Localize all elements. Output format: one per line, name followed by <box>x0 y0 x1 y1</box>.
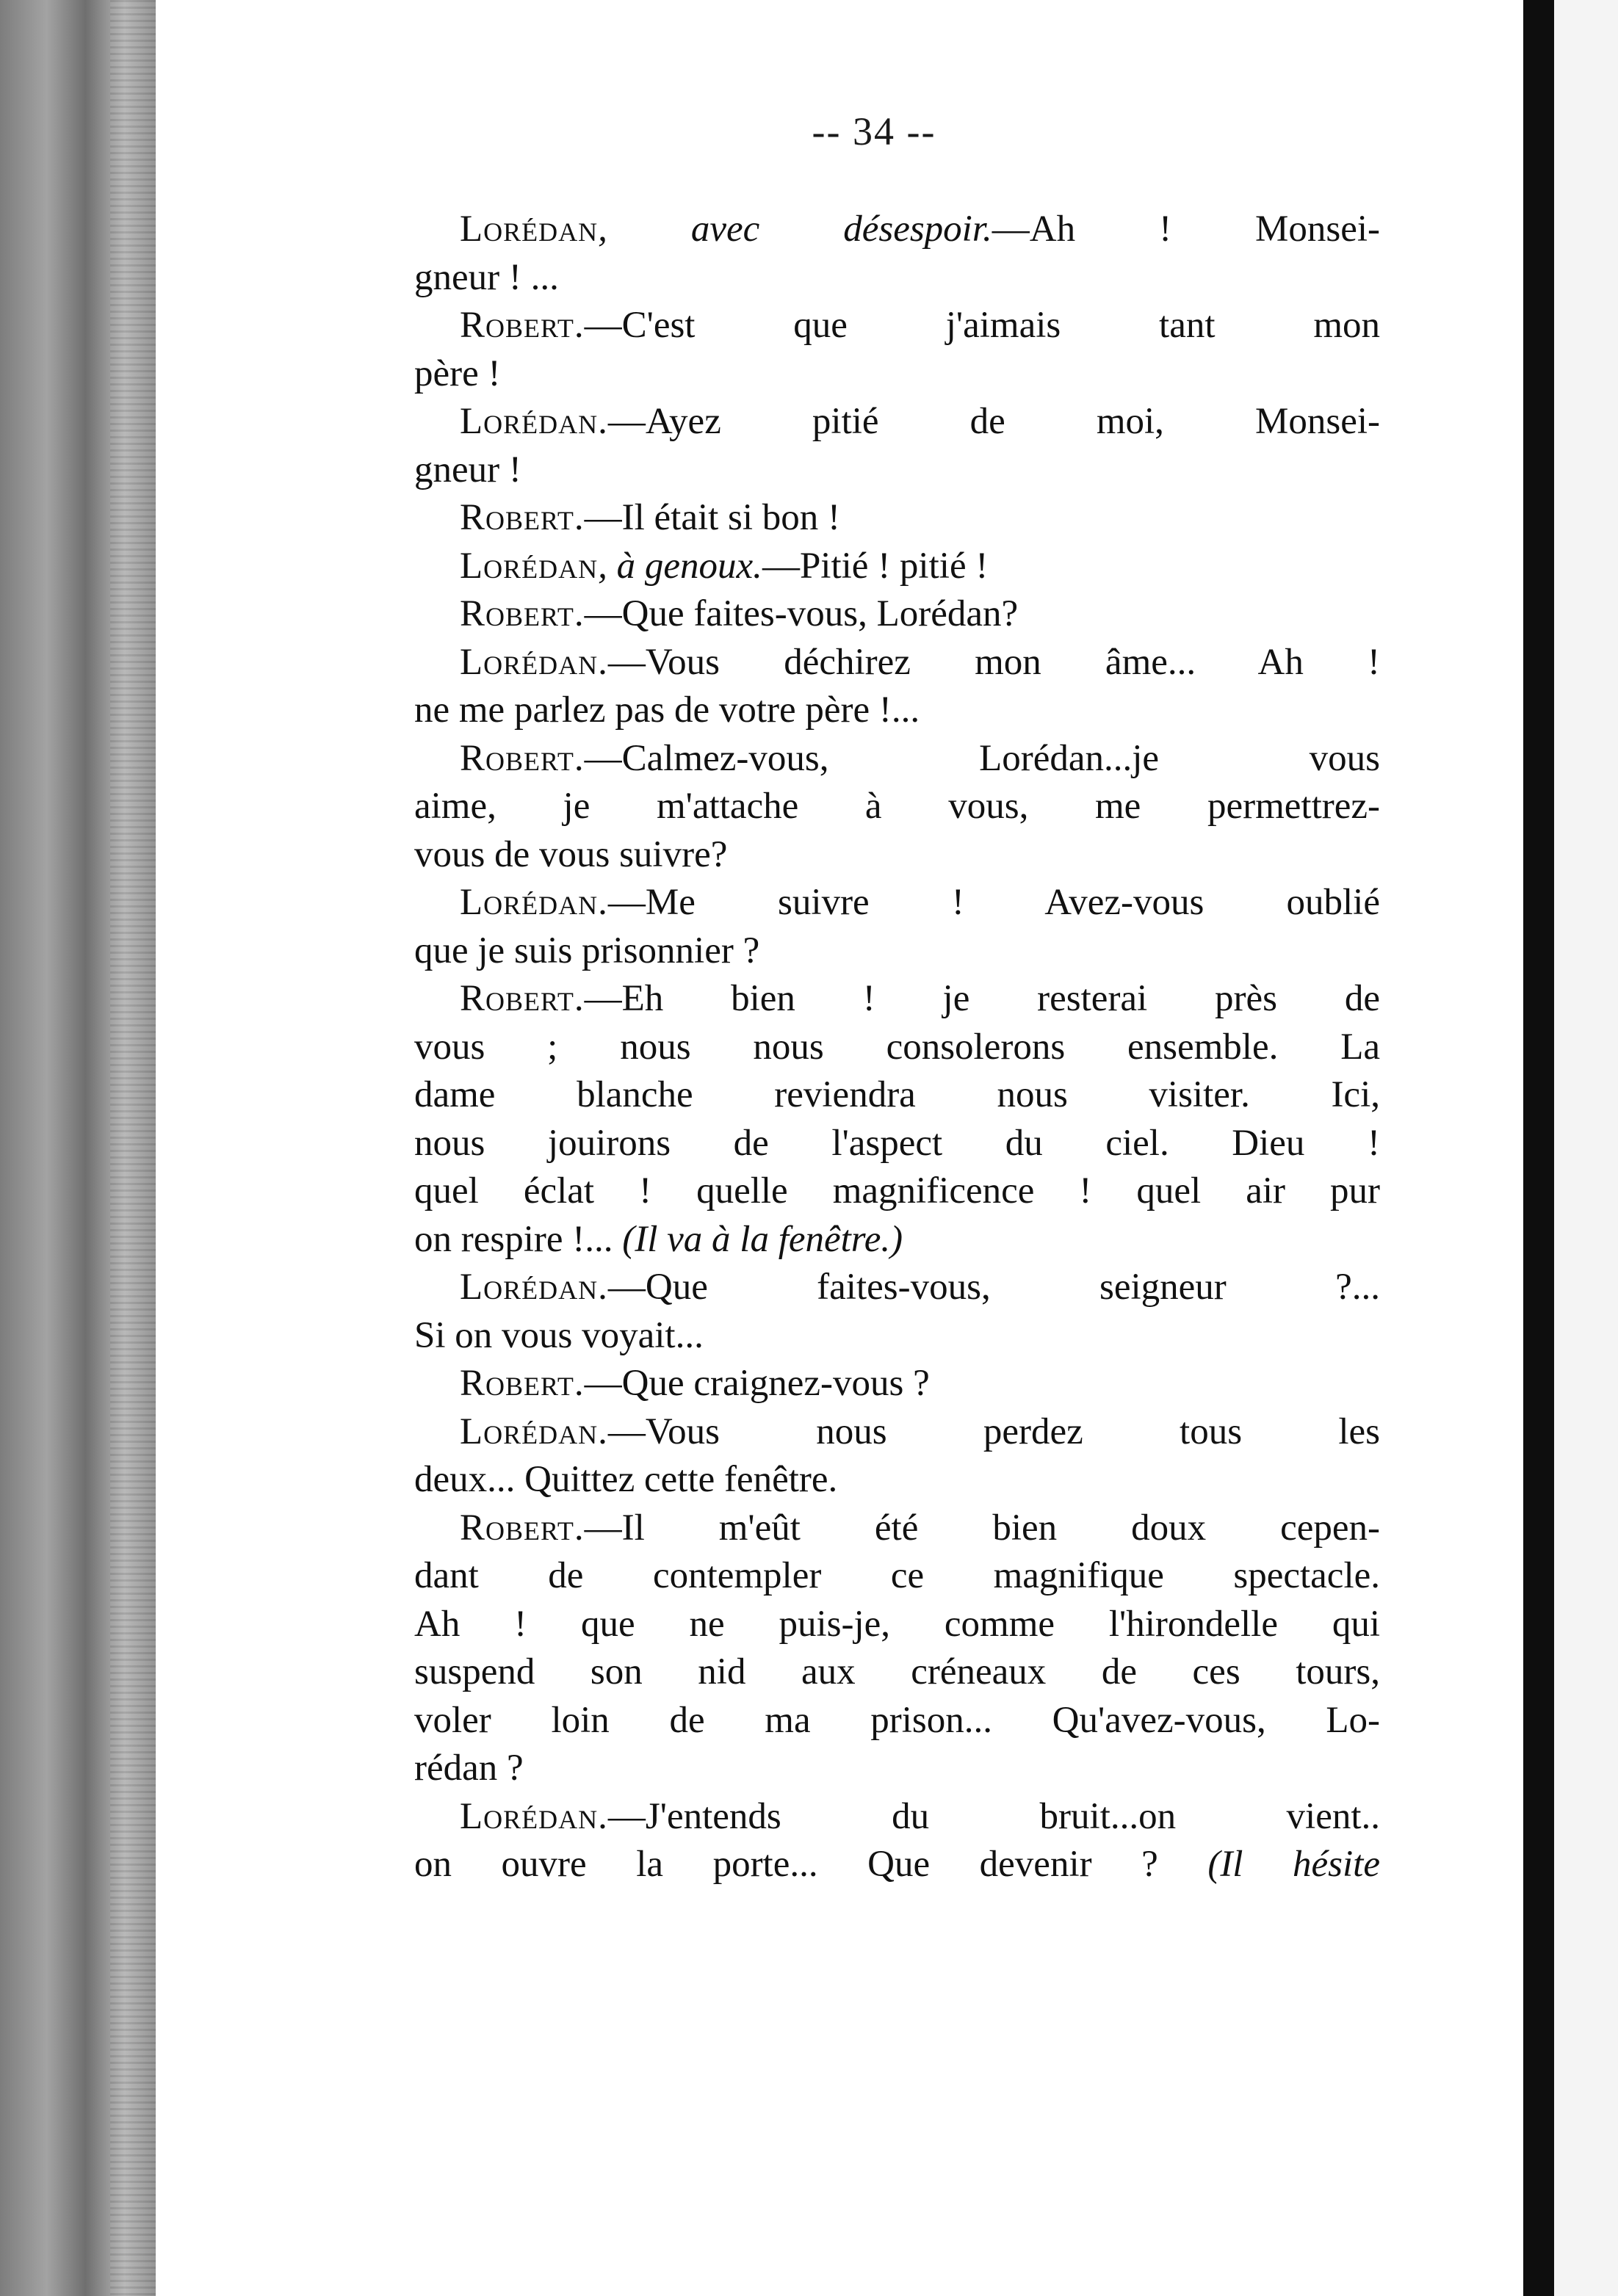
text-line <box>414 1552 1380 1601</box>
dialogue-text: dant de contempler ce magnifique spectacle. <box>414 1555 1380 1596</box>
dialogue-text: aime, je m'attache à vous, me permettrez- <box>414 786 1380 827</box>
text-line <box>414 1504 1380 1553</box>
dialogue-text: —Il m'eût été bien doux cepen- <box>584 1507 1380 1549</box>
text-line <box>414 494 1380 543</box>
text-line <box>414 590 1380 639</box>
text-line <box>414 254 1380 303</box>
speaker-name: Robert. <box>460 305 585 346</box>
page-number: -- 34 -- <box>812 109 936 153</box>
text-line <box>414 1216 1380 1264</box>
dialogue-text: —Ayez pitié de moi, Monsei- <box>607 401 1380 442</box>
speaker-name: Robert. <box>460 497 585 538</box>
text-line <box>414 1745 1380 1793</box>
text-line <box>414 1264 1380 1312</box>
dialogue-text: on ouvre la porte... Que devenir ? <box>414 1844 1208 1885</box>
text-line <box>414 1120 1380 1168</box>
page-binding-shadow <box>1523 0 1554 2296</box>
speaker-name: Lorédan. <box>460 882 608 923</box>
text-line <box>414 783 1380 831</box>
dialogue-text: voler loin de ma prison... Qu'avez-vous, Lo- <box>414 1699 1380 1741</box>
text-line <box>414 398 1380 446</box>
text-line <box>414 639 1380 687</box>
speaker-name: Robert. <box>460 737 585 779</box>
text-line <box>414 1697 1380 1745</box>
text-line <box>414 1648 1380 1697</box>
speaker-name: Robert. <box>460 1507 585 1549</box>
dialogue-text: gneur ! <box>414 449 521 490</box>
dialogue-text: —Pitié ! pitié ! <box>762 545 989 587</box>
text-line <box>414 1312 1380 1361</box>
dialogue-text: —Me suivre ! Avez-vous oublié <box>607 882 1380 923</box>
dialogue-text: vous ; nous nous consolerons ensemble. La <box>414 1026 1380 1068</box>
text-line <box>414 1456 1380 1504</box>
dialogue-text: père ! <box>414 352 501 394</box>
dialogue-text: —Que craignez-vous ? <box>584 1363 930 1404</box>
text-line <box>414 1793 1380 1841</box>
dialogue-text: ne me parlez pas de votre père !... <box>414 689 920 731</box>
dialogue-text: quel éclat ! quelle magnificence ! quel air pur <box>414 1170 1380 1212</box>
stage-direction: , à genoux. <box>598 545 762 587</box>
text-line <box>414 687 1380 735</box>
dialogue-text: —Vous nous perdez tous les <box>607 1410 1380 1452</box>
speaker-name: Lorédan. <box>460 1795 608 1837</box>
dialogue-text: on respire !... <box>414 1218 623 1260</box>
dialogue-text: —Calmez-vous, Lorédan...je vous <box>584 737 1380 779</box>
dialogue-text: dame blanche reviendra nous visiter. Ici, <box>414 1074 1380 1115</box>
speaker-name: Lorédan. <box>460 1267 608 1308</box>
dialogue-text: que je suis prisonnier ? <box>414 930 760 971</box>
text-line <box>414 1024 1380 1072</box>
dialogue-text: Si on vous voyait... <box>414 1314 704 1356</box>
dialogue-text: —C'est que j'aimais tant mon <box>584 305 1380 346</box>
dialogue-text: vous de vous suivre? <box>414 833 728 875</box>
text-line <box>414 1408 1380 1457</box>
dialogue-text: suspend son nid aux créneaux de ces tours, <box>414 1651 1380 1692</box>
dialogue-text: —Vous déchirez mon âme... Ah ! <box>607 641 1380 683</box>
stage-direction: (Il va à la fenêtre.) <box>622 1218 903 1260</box>
scan-left-edge <box>0 0 156 2296</box>
speaker-name: Robert. <box>460 593 585 634</box>
text-line <box>414 879 1380 927</box>
stage-direction: , avec désespoir. <box>598 209 992 250</box>
text-line <box>414 1360 1380 1408</box>
text-line <box>414 543 1380 591</box>
dialogue-text: gneur ! ... <box>414 256 559 298</box>
speaker-name: Lorédan. <box>460 641 608 683</box>
speaker-name: Lorédan. <box>460 401 608 442</box>
dialogue-text: —J'entends du bruit...on vient.. <box>607 1795 1380 1837</box>
dialogue-text: nous jouirons de l'aspect du ciel. Dieu ! <box>414 1122 1380 1164</box>
speaker-name: Lorédan <box>460 209 599 250</box>
text-line <box>414 302 1380 350</box>
text-line <box>414 1167 1380 1216</box>
dialogue-text: —Eh bien ! je resterai près de <box>584 978 1380 1019</box>
text-line <box>414 1841 1380 1889</box>
dialogue-text: —Ah ! Monsei- <box>992 209 1380 250</box>
stage-direction: (Il hésite <box>1207 1844 1380 1885</box>
speaker-name: Lorédan. <box>460 1410 608 1452</box>
speaker-name: Robert. <box>460 1363 585 1404</box>
text-line <box>414 975 1380 1024</box>
text-line <box>414 1601 1380 1649</box>
text-line <box>414 735 1380 783</box>
text-line <box>414 446 1380 495</box>
text-line <box>414 206 1380 254</box>
play-text <box>414 206 1380 1889</box>
dialogue-text: —Que faites-vous, seigneur ?... <box>607 1267 1380 1308</box>
text-line <box>414 831 1380 880</box>
text-line <box>414 350 1380 399</box>
speaker-name: Lorédan <box>460 545 599 587</box>
scan-right-edge <box>1554 0 1618 2296</box>
dialogue-text: rédan ? <box>414 1748 524 1789</box>
text-line <box>414 927 1380 976</box>
dialogue-text: —Que faites-vous, Lorédan? <box>584 593 1019 634</box>
dialogue-text: Ah ! que ne puis-je, comme l'hirondelle qui <box>414 1603 1380 1645</box>
dialogue-text: —Il était si bon ! <box>584 497 841 538</box>
text-line <box>414 1071 1380 1120</box>
speaker-name: Robert. <box>460 978 585 1019</box>
dialogue-text: deux... Quittez cette fenêtre. <box>414 1459 838 1500</box>
